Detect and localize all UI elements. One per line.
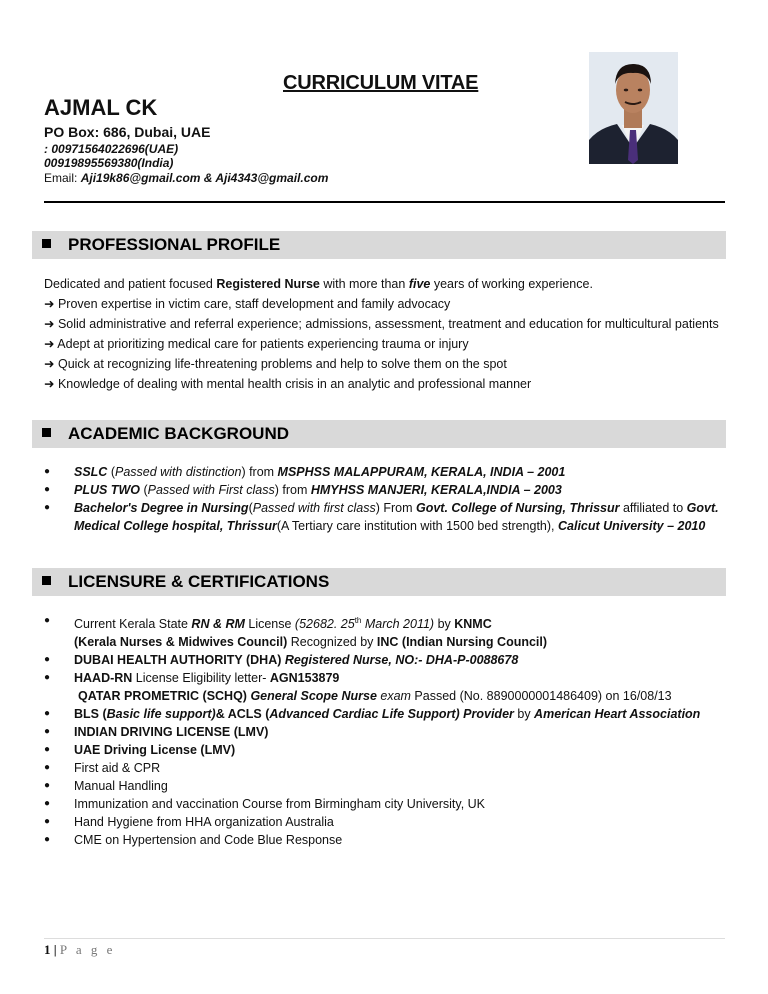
profile-bullet: ➜ Quick at recognizing life-threatening problems and help to solve them on the spot	[44, 357, 507, 371]
postal-address: PO Box: 686, Dubai, UAE	[44, 124, 211, 140]
square-bullet-icon	[42, 239, 51, 248]
arrow-icon: ➜	[44, 337, 55, 351]
square-bullet-icon	[42, 576, 51, 585]
footer-divider	[44, 938, 725, 939]
bullet-icon: ●	[44, 708, 51, 720]
academic-list	[44, 463, 734, 535]
list-item: ● UAE Driving License (LMV)	[44, 743, 236, 758]
list-item: ● HAAD-RN License Eligibility letter- AGN153879 QATAR PROMETRIC (SCHQ) General Scope Nurse exam Passed (No. 8890000001486409) on 16/08/13	[44, 671, 672, 704]
list-item: ● Hand Hygiene from HHA organization Australia	[44, 815, 334, 830]
list-item: ● INDIAN DRIVING LICENSE (LMV)	[44, 725, 269, 740]
profile-bullet: ➜ Knowledge of dealing with mental health crisis in an analytic and professional manner	[44, 377, 532, 391]
bullet-icon: ●	[44, 798, 51, 810]
page-number: 1	[44, 942, 51, 957]
profile-bullet: ➜ Proven expertise in victim care, staff development and family advocacy	[44, 297, 451, 311]
bullet-icon: ●	[44, 726, 51, 738]
bullet-icon: ●	[44, 615, 51, 626]
bullet-icon: ●	[44, 672, 51, 684]
section-heading: PROFESSIONAL PROFILE	[68, 235, 281, 254]
licensure-list	[44, 612, 734, 849]
bullet-icon: ●	[44, 502, 51, 513]
arrow-icon: ➜	[44, 297, 55, 311]
bullet-icon: ●	[44, 484, 51, 495]
bullet-icon: ●	[44, 816, 51, 828]
profile-intro: Dedicated and patient focused Registered Nurse with more than five years of working experience.	[44, 277, 593, 291]
profile-bullet: ➜ Solid administrative and referral experience; admissions, assessment, treatment and education for multicultural patients	[44, 317, 719, 331]
bullet-icon: ●	[44, 744, 51, 756]
list-item: ● PLUS TWO (Passed with First class) from HMYHSS MANJERI, KERALA,INDIA – 2003	[44, 483, 562, 497]
document-title: CURRICULUM VITAE	[283, 72, 479, 94]
profile-body	[44, 274, 724, 394]
list-item: ● First aid & CPR	[44, 761, 161, 776]
bullet-icon: ●	[44, 834, 51, 846]
email-line: Email: Aji19k86@gmail.com & Aji4343@gmail.com	[44, 171, 329, 185]
list-item: ● BLS (Basic life support)& ACLS (Advanced Cardiac Life Support) Provider by American Heart Association	[44, 707, 701, 722]
section-academic-background	[32, 420, 726, 448]
profile-photo	[589, 52, 678, 164]
list-item: ● Current Kerala State RN & RM License (52682. 25th March 2011) by KNMC (Kerala Nurses & Midwives Council) Recognized by INC (Indian Nursing Council)	[44, 612, 734, 651]
arrow-icon: ➜	[44, 317, 55, 331]
list-item: ● Immunization and vaccination Course from Birmingham city University, UK	[44, 797, 486, 812]
email-addresses[interactable]: Aji19k86@gmail.com & Aji4343@gmail.com	[80, 171, 329, 185]
section-licensure-certifications	[32, 568, 726, 596]
candidate-name: AJMAL CK	[44, 95, 158, 120]
list-item: ● CME on Hypertension and Code Blue Response	[44, 833, 343, 848]
bullet-icon: ●	[44, 780, 51, 792]
bullet-icon: ●	[44, 762, 51, 774]
phone-uae: : 00971564022696(UAE)	[44, 142, 179, 156]
section-heading: LICENSURE & CERTIFICATIONS	[68, 572, 330, 591]
arrow-icon: ➜	[44, 377, 55, 391]
square-bullet-icon	[42, 428, 51, 437]
list-item: ● SSLC (Passed with distinction) from MSPHSS MALAPPURAM, KERALA, INDIA – 2001	[44, 465, 566, 479]
section-professional-profile	[32, 231, 726, 259]
profile-bullet: ➜ Adept at prioritizing medical care for patients experiencing trauma or injury	[44, 337, 469, 351]
list-item: ● DUBAI HEALTH AUTHORITY (DHA) Registered Nurse, NO:- DHA-P-0088678	[44, 653, 519, 668]
page-label: P a g e	[59, 942, 116, 957]
page-footer: 1 | P a g e	[44, 942, 116, 957]
phone-india: 00919895569380(India)	[44, 156, 174, 170]
bullet-icon: ●	[44, 466, 51, 477]
arrow-icon: ➜	[44, 357, 55, 371]
header-divider	[44, 201, 725, 203]
bullet-icon: ●	[44, 654, 51, 666]
section-heading: ACADEMIC BACKGROUND	[68, 424, 289, 443]
list-item: ● Bachelor's Degree in Nursing(Passed with first class) From Govt. College of Nursing, Thrissur affiliated to Govt. Medical College hospital, Thrissur(A Tertiary care institution with 1500 bed strength), Calicut University – 2010	[44, 501, 719, 533]
list-item: ● Manual Handling	[44, 779, 168, 794]
